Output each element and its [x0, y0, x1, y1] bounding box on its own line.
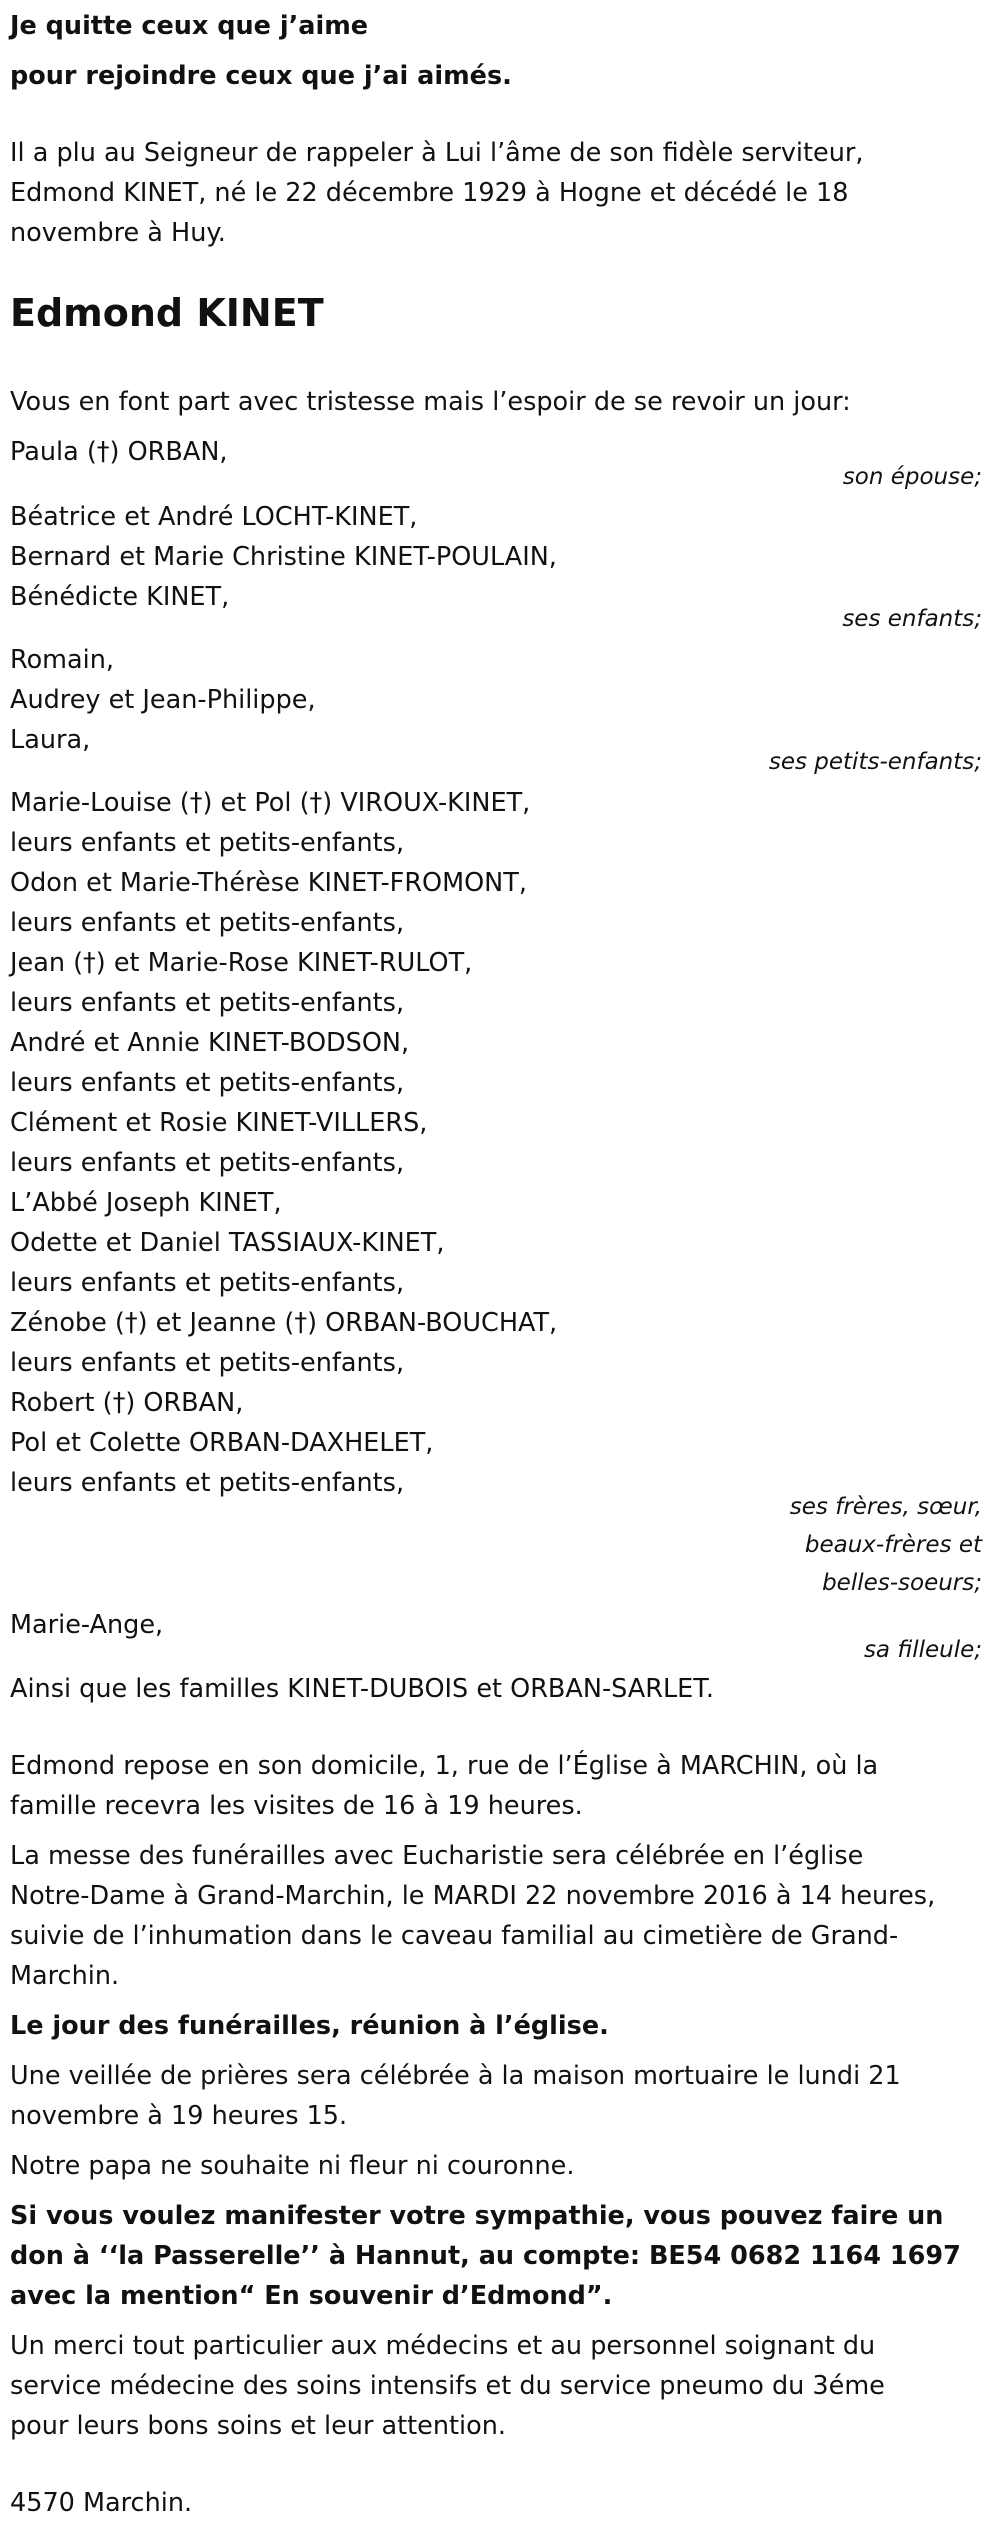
role-label: ses petits-enfants;: [768, 749, 982, 775]
member-line: leurs enfants et petits-enfants,: [10, 1268, 405, 1298]
member-line: Paula (†) ORBAN,: [10, 437, 228, 467]
member-line: Laura,: [10, 725, 91, 755]
member-line: Odon et Marie-Thérèse KINET-FROMONT,: [10, 868, 527, 898]
member-line: Béatrice et André LOCHT-KINET,: [10, 502, 418, 532]
role-label: son épouse;: [842, 464, 982, 490]
messe-paragraph: La messe des funérailles avec Eucharistie sera célébrée en l’église Notre-Dame à Grand-Marchin, le MARDI 22 novembre 2016 à 14 heures, suivie de l’inhumation dans le caveau familial au cimetière de Grand-Marchin.: [10, 1841, 936, 1991]
deceased-name: Edmond KINET: [10, 291, 324, 335]
repose-paragraph: Edmond repose en son domicile, 1, rue de l’Église à MARCHIN, où la famille recevra les visites de 16 à 19 heures.: [10, 1751, 879, 1821]
role-label: ses frères, sœur,: [789, 1494, 982, 1520]
member-line: leurs enfants et petits-enfants,: [10, 828, 405, 858]
member-line: leurs enfants et petits-enfants,: [10, 908, 405, 938]
fleurs-line: Notre papa ne souhaite ni fleur ni couronne.: [10, 2151, 575, 2181]
member-line: Audrey et Jean-Philippe,: [10, 685, 316, 715]
member-line: leurs enfants et petits-enfants,: [10, 1068, 405, 1098]
member-line: Romain,: [10, 645, 114, 675]
merci-paragraph: Un merci tout particulier aux médecins et au personnel soignant du service médecine des soins intensifs et du service pneumo du 3éme pour leurs bons soins et leur attention.: [10, 2331, 885, 2441]
don-paragraph: Si vous voulez manifester votre sympathie, vous pouvez faire un don à ‘‘la Passerelle’’ à Hannut, au compte: BE54 0682 1164 1697 avec la mention“ En souvenir d’Edmond”.: [10, 2201, 961, 2311]
member-line: leurs enfants et petits-enfants,: [10, 1148, 405, 1178]
member-line: leurs enfants et petits-enfants,: [10, 988, 405, 1018]
member-line: Clément et Rosie KINET-VILLERS,: [10, 1108, 428, 1138]
member-line: L’Abbé Joseph KINET,: [10, 1188, 282, 1218]
member-line: Odette et Daniel TASSIAUX-KINET,: [10, 1228, 445, 1258]
epigraph-line-1: Je quitte ceux que j’aime: [10, 11, 369, 41]
veillee-paragraph: Une veillée de prières sera célébrée à la maison mortuaire le lundi 21 novembre à 19 heures 15.: [10, 2061, 901, 2131]
member-line: Marie-Ange,: [10, 1610, 164, 1640]
member-line: leurs enfants et petits-enfants,: [10, 1348, 405, 1378]
location-line: 4570 Marchin.: [10, 2488, 193, 2518]
member-line: Zénobe (†) et Jeanne (†) ORBAN-BOUCHAT,: [10, 1308, 558, 1338]
reunion-line: Le jour des funérailles, réunion à l’église.: [10, 2011, 609, 2041]
announcement: Vous en font part avec tristesse mais l’espoir de se revoir un jour:: [10, 387, 851, 417]
role-label: ses enfants;: [842, 606, 982, 632]
member-line: Jean (†) et Marie-Rose KINET-RULOT,: [10, 948, 473, 978]
member-line: Pol et Colette ORBAN-DAXHELET,: [10, 1428, 434, 1458]
families-line: Ainsi que les familles KINET-DUBOIS et ORBAN-SARLET.: [10, 1674, 714, 1704]
epigraph-line-2: pour rejoindre ceux que j’ai aimés.: [10, 61, 512, 91]
role-label: beaux-frères et: [804, 1532, 982, 1558]
member-line: Marie-Louise (†) et Pol (†) VIROUX-KINET,: [10, 788, 531, 818]
intro-paragraph: Il a plu au Seigneur de rappeler à Lui l’âme de son fidèle serviteur, Edmond KINET, né le 22 décembre 1929 à Hogne et décédé le 18 novembre à Huy.: [10, 138, 864, 248]
member-line: Bernard et Marie Christine KINET-POULAIN,: [10, 542, 557, 572]
member-line: André et Annie KINET-BODSON,: [10, 1028, 410, 1058]
member-line: Robert (†) ORBAN,: [10, 1388, 244, 1418]
member-line: Bénédicte KINET,: [10, 582, 230, 612]
member-line: leurs enfants et petits-enfants,: [10, 1468, 405, 1498]
role-label: sa filleule;: [863, 1637, 982, 1663]
role-label: belles-soeurs;: [822, 1570, 982, 1596]
